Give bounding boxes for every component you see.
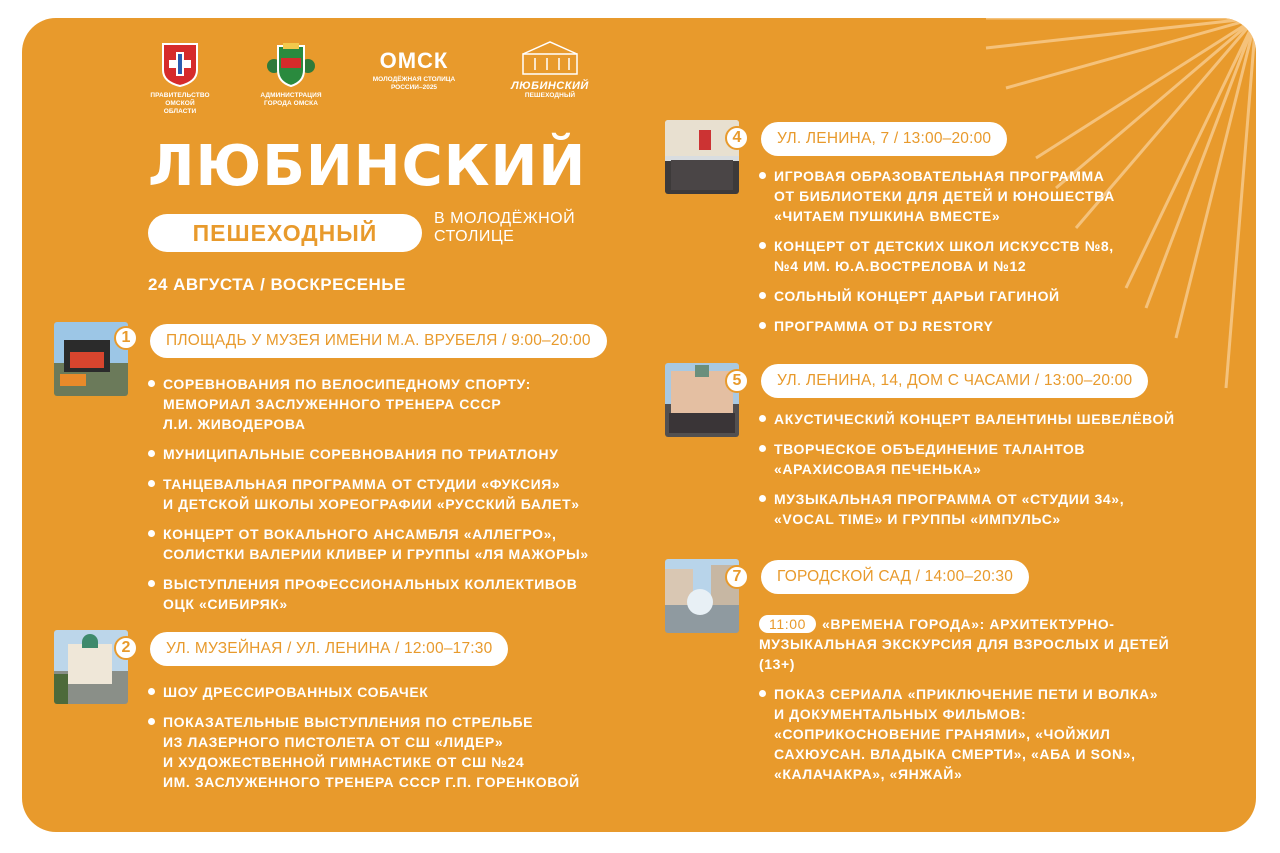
- omsk-caption: МОЛОДЁЖНАЯ СТОЛИЦА РОССИИ–2025: [372, 76, 456, 91]
- section-title-1: ПЛОЩАДЬ У МУЗЕЯ ИМЕНИ М.А. ВРУБЕЛЯ / 9:00–20:00: [150, 324, 607, 358]
- admin-caption: АДМИНИСТРАЦИЯ ГОРОДА ОМСКА: [260, 92, 322, 107]
- event-poster: [22, 18, 1256, 832]
- section-title-5: УЛ. ЛЕНИНА, 14, ДОМ С ЧАСАМИ / 13:00–20:00: [761, 364, 1148, 398]
- section-list-1: [148, 374, 648, 624]
- page-title: ЛЮБИНСКИЙ: [148, 134, 587, 199]
- section-title-2: УЛ. МУЗЕЙНАЯ / УЛ. ЛЕНИНА / 12:00–17:30: [150, 632, 508, 666]
- section-title-7: ГОРОДСКОЙ САД / 14:00–20:30: [761, 560, 1029, 594]
- list-item: ШОУ ДРЕССИРОВАННЫХ СОБАЧЕК: [148, 682, 648, 702]
- section-number-5: 5: [725, 369, 749, 393]
- list-item: КОНЦЕРТ ОТ ДЕТСКИХ ШКОЛ ИСКУССТВ №8, №4 ИМ. Ю.А.ВОСТРЕЛОВА И №12: [759, 236, 1249, 276]
- list-item: КОНЦЕРТ ОТ ВОКАЛЬНОГО АНСАМБЛЯ «АЛЛЕГРО», СОЛИСТКИ ВАЛЕРИИ КЛИВЕР И ГРУППЫ «ЛЯ МАЖОРЫ»: [148, 524, 648, 564]
- section-number-1: 1: [114, 326, 138, 350]
- omsk-logo: [364, 40, 464, 92]
- gov-caption: ПРАВИТЕЛЬСТВО ОМСКОЙ ОБЛАСТИ: [150, 92, 210, 115]
- subtitle-text: [434, 210, 575, 246]
- lub-logo-word: ЛЮБИНСКИЙ: [511, 80, 589, 92]
- list-item: 11:00 «ВРЕМЕНА ГОРОДА»: АРХИТЕКТУРНО- МУЗЫКАЛЬНАЯ ЭКСКУРСИЯ ДЛЯ ВЗРОСЛЫХ И ДЕТЕЙ (13+): [759, 616, 1170, 672]
- list-item: МУЗЫКАЛЬНАЯ ПРОГРАММА ОТ «СТУДИИ 34», «VOCAL TIME» И ГРУППЫ «ИМПУЛЬС»: [759, 489, 1249, 529]
- building-sketch-icon: [517, 40, 583, 76]
- gov-emblem-icon: [159, 40, 201, 88]
- list-item: АКУСТИЧЕСКИЙ КОНЦЕРТ ВАЛЕНТИНЫ ШЕВЕЛЁВОЙ: [759, 409, 1249, 429]
- section-list-2: [148, 682, 648, 802]
- list-item: МУНИЦИПАЛЬНЫЕ СОРЕВНОВАНИЯ ПО ТРИАТЛОНУ: [148, 444, 648, 464]
- subtitle-pill: ПЕШЕХОДНЫЙ: [148, 214, 422, 252]
- section-number-2: 2: [114, 636, 138, 660]
- section-list-4: [759, 166, 1249, 346]
- list-item: СОРЕВНОВАНИЯ ПО ВЕЛОСИПЕДНОМУ СПОРТУ: МЕМОРИАЛ ЗАСЛУЖЕННОГО ТРЕНЕРА СССР Л.И. ЖИВОДЕРОВА: [148, 374, 648, 434]
- subtitle-line: В МОЛОДЁЖНОЙ: [434, 210, 576, 227]
- section-number-7: 7: [725, 565, 749, 589]
- lub-logo: [510, 40, 590, 100]
- admin-emblem-icon: [266, 40, 316, 88]
- list-item: ТАНЦЕВАЛЬНАЯ ПРОГРАММА ОТ СТУДИИ «ФУКСИЯ» И ДЕТСКОЙ ШКОЛЫ ХОРЕОГРАФИИ «РУССКИЙ БАЛЕТ»: [148, 474, 648, 514]
- event-date: 24 АВГУСТА / ВОСКРЕСЕНЬЕ: [148, 275, 406, 294]
- partner-logos: [150, 40, 630, 130]
- list-item: ПОКАЗАТЕЛЬНЫЕ ВЫСТУПЛЕНИЯ ПО СТРЕЛЬБЕ ИЗ ЛАЗЕРНОГО ПИСТОЛЕТА ОТ СШ «ЛИДЕР» И ХУДОЖЕСТВЕННОЙ ГИМНАСТИКЕ ОТ СШ №24 ИМ. ЗАСЛУЖЕННОГО ТРЕНЕРА СССР Г.П. ГОРЕНКОВОЙ: [148, 712, 648, 792]
- lub-logo-caption: ПЕШЕХОДНЫЙ: [524, 92, 576, 99]
- list-item: ИГРОВАЯ ОБРАЗОВАТЕЛЬНАЯ ПРОГРАММА ОТ БИБЛИОТЕКИ ДЛЯ ДЕТЕЙ И ЮНОШЕСТВА «ЧИТАЕМ ПУШКИНА ВМЕСТЕ»: [759, 166, 1249, 226]
- omsk-word: ОМСК: [379, 48, 449, 73]
- list-item: ВЫСТУПЛЕНИЯ ПРОФЕССИОНАЛЬНЫХ КОЛЛЕКТИВОВ ОЦК «СИБИРЯК»: [148, 574, 648, 614]
- section-list-5: [759, 409, 1249, 539]
- list-item: СОЛЬНЫЙ КОНЦЕРТ ДАРЬИ ГАГИНОЙ: [759, 286, 1249, 306]
- section-title-4: УЛ. ЛЕНИНА, 7 / 13:00–20:00: [761, 122, 1007, 156]
- list-item: ПОКАЗ СЕРИАЛА «ПРИКЛЮЧЕНИЕ ПЕТИ И ВОЛКА» И ДОКУМЕНТАЛЬНЫХ ФИЛЬМОВ: «СОПРИКОСНОВЕНИЕ ГРАНЯМИ», «ЧОЙЖИЛ САХЮУСАН. ВЛАДЫКА СМЕРТИ», «АБА И SON», «КАЛАЧАКРА», «ЯНЖАЙ»: [759, 684, 1256, 784]
- subtitle-line: СТОЛИЦЕ: [434, 228, 515, 245]
- list-item: ТВОРЧЕСКОЕ ОБЪЕДИНЕНИЕ ТАЛАНТОВ «АРАХИСОВАЯ ПЕЧЕНЬКА»: [759, 439, 1249, 479]
- gov-logo: [150, 40, 210, 116]
- section-number-4: 4: [725, 126, 749, 150]
- admin-logo: [246, 40, 336, 108]
- time-badge: 11:00: [759, 615, 816, 633]
- section-list-7: [759, 614, 1256, 794]
- list-item: ПРОГРАММА ОТ DJ RESTORY: [759, 316, 1249, 336]
